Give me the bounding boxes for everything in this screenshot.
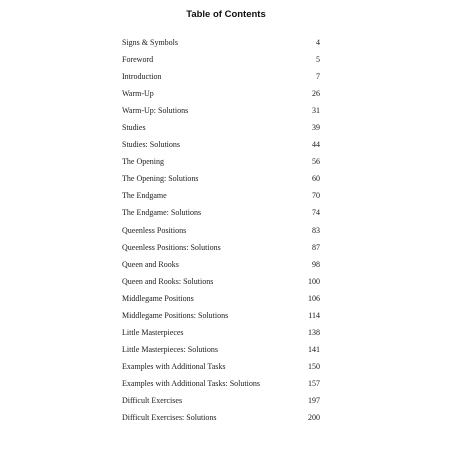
toc-entry-title: Studies — [122, 123, 146, 133]
toc-entry-page-number: 5 — [316, 55, 320, 65]
toc-entry-title: Examples with Additional Tasks — [122, 361, 226, 371]
toc-entry-page-number: 157 — [308, 378, 320, 388]
toc-entry[interactable] — [122, 409, 320, 426]
toc-entry[interactable] — [122, 34, 320, 51]
toc-entry[interactable] — [122, 68, 320, 85]
toc-entry-page-number: 74 — [312, 208, 320, 218]
toc-entry-page-number: 39 — [312, 123, 320, 133]
toc-entry-title: Studies: Solutions — [122, 140, 181, 150]
toc-entry-title: Queenless Positions — [122, 225, 187, 235]
toc-entry-page-number: 98 — [312, 259, 320, 269]
toc-entry-page-number: 83 — [312, 225, 320, 235]
toc-entry-title: Examples with Additional Tasks: Solutions — [122, 378, 260, 388]
toc-entry[interactable] — [122, 341, 320, 358]
toc-entry-page-number: 26 — [312, 89, 320, 99]
toc-entry-page-number: 138 — [308, 327, 320, 337]
toc-entry-title: The Endgame — [122, 191, 167, 201]
toc-entry-title: The Opening: Solutions — [122, 174, 199, 184]
toc-entry-title: Middlegame Positions — [122, 293, 194, 303]
toc-entry-title: Difficult Exercises — [122, 396, 183, 405]
toc-entry[interactable] — [122, 324, 320, 341]
toc-entry[interactable] — [122, 204, 320, 221]
toc-entry-title: The Endgame: Solutions — [122, 208, 202, 218]
toc-entry-title: Signs & Symbols — [122, 38, 179, 48]
toc-entry[interactable] — [122, 273, 320, 290]
toc-entry-page-number: 4 — [316, 38, 320, 48]
toc-entry-page-number: 31 — [312, 106, 320, 116]
toc-entry-title: Difficult Exercises: Solutions — [122, 413, 217, 423]
toc-entry[interactable] — [122, 119, 320, 136]
toc-entry-title: Queen and Rooks: Solutions — [122, 276, 214, 286]
toc-entry-page-number: 70 — [312, 191, 320, 201]
toc-entry[interactable] — [122, 153, 320, 170]
toc-entry[interactable] — [122, 290, 320, 307]
toc-entry-page-number: 44 — [312, 140, 320, 150]
toc-entry[interactable] — [122, 222, 320, 239]
toc-entry-title: Middlegame Positions: Solutions — [122, 310, 229, 320]
toc-entry[interactable] — [122, 85, 320, 102]
toc-entry-title: Queenless Positions: Solutions — [122, 242, 221, 252]
toc-entry-page-number: 56 — [312, 157, 320, 167]
toc-entry[interactable] — [122, 358, 320, 375]
toc-entry-title: Introduction — [122, 72, 162, 82]
toc-entry-page-number: 114 — [308, 310, 320, 320]
toc-entry-title: The Opening — [122, 157, 164, 167]
toc-entry-title: Queen and Rooks — [122, 259, 179, 269]
toc-entry-page-number: 60 — [312, 174, 320, 184]
toc-entry-page-number: 7 — [316, 72, 320, 82]
toc-entry[interactable] — [122, 239, 320, 256]
toc-entry[interactable] — [122, 187, 320, 204]
toc-entry-title: Foreword — [122, 55, 154, 65]
toc-entry[interactable] — [122, 51, 320, 68]
toc-entry[interactable] — [122, 256, 320, 273]
toc-entry-title: Little Masterpieces: Solutions — [122, 344, 218, 354]
toc-entry-title: Warm-Up — [122, 89, 154, 99]
toc-entry[interactable] — [122, 392, 320, 409]
toc-entry-page-number: 150 — [308, 361, 320, 371]
toc-entry-page-number: 197 — [308, 396, 320, 405]
toc-entry-page-number: 141 — [308, 344, 320, 354]
toc-entry[interactable] — [122, 307, 320, 324]
toc-entry-page-number: 106 — [308, 293, 320, 303]
toc-entry-page-number: 200 — [308, 413, 320, 423]
toc-entry-page-number: 100 — [308, 276, 320, 286]
toc-list — [122, 34, 320, 426]
toc-entry[interactable] — [122, 136, 320, 153]
toc-entry[interactable] — [122, 102, 320, 119]
toc-entry-title: Little Masterpieces — [122, 327, 184, 337]
toc-entry-title: Warm-Up: Solutions — [122, 106, 189, 116]
toc-entry-page-number: 87 — [312, 242, 320, 252]
page-title: Table of Contents — [186, 9, 266, 20]
toc-entry[interactable] — [122, 170, 320, 187]
toc-entry[interactable] — [122, 375, 320, 392]
